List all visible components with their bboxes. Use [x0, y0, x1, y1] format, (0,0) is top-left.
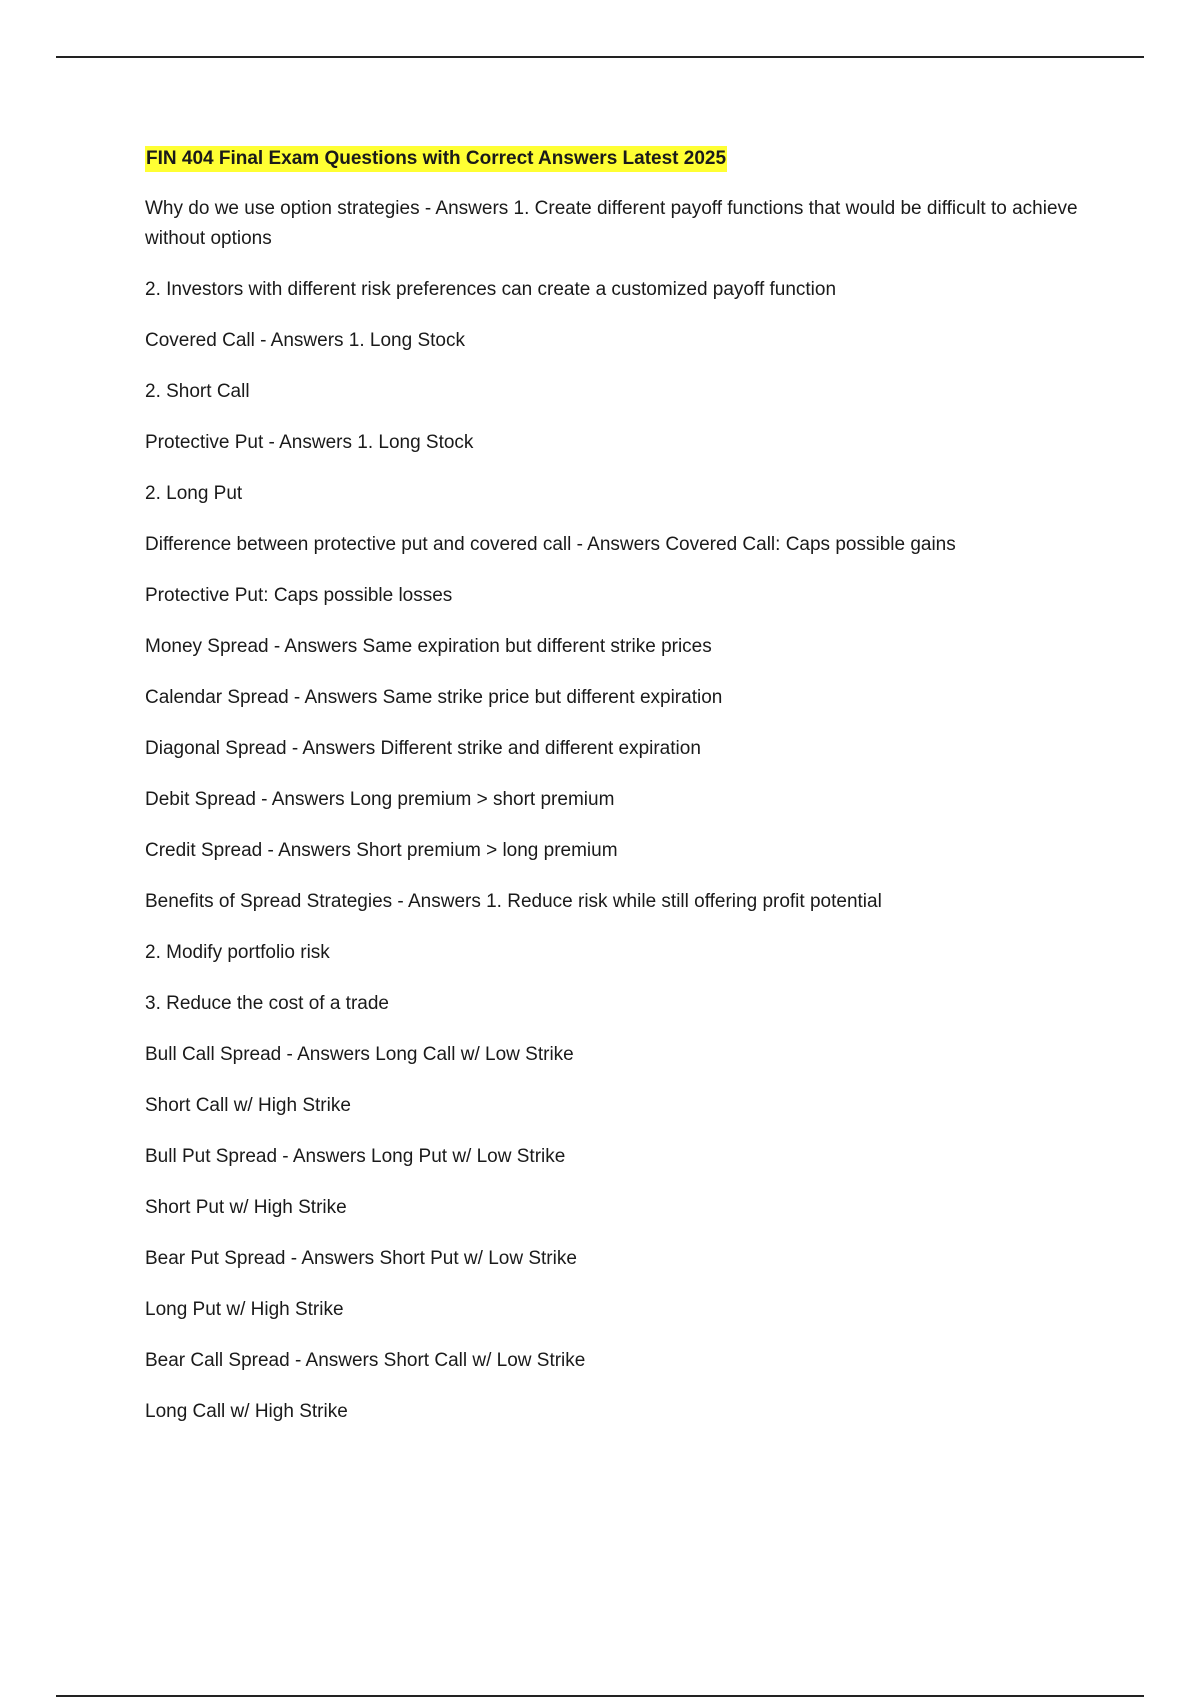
footer-rule [56, 1695, 1144, 1697]
qa-line: Calendar Spread - Answers Same strike price but different expiration [145, 687, 723, 708]
qa-line: Debit Spread - Answers Long premium > short premium [145, 789, 615, 810]
qa-line: Bull Put Spread - Answers Long Put w/ Low Strike [145, 1146, 566, 1167]
qa-line: 3. Reduce the cost of a trade [145, 993, 389, 1014]
qa-line: Bear Put Spread - Answers Short Put w/ Low Strike [145, 1248, 577, 1269]
qa-line: Short Put w/ High Strike [145, 1197, 347, 1218]
qa-line: Diagonal Spread - Answers Different strike and different expiration [145, 738, 701, 759]
qa-line: 2. Investors with different risk preferences can create a customized payoff function [145, 279, 837, 300]
qa-line: 2. Long Put [145, 483, 243, 504]
qa-line: Credit Spread - Answers Short premium > long premium [145, 840, 618, 861]
qa-line: 2. Modify portfolio risk [145, 942, 330, 963]
qa-line: Covered Call - Answers 1. Long Stock [145, 330, 465, 351]
header-rule [56, 56, 1144, 58]
document-title: FIN 404 Final Exam Questions with Correct Answers Latest 2025 [145, 146, 727, 172]
qa-list [145, 194, 1095, 1427]
qa-line: 2. Short Call [145, 381, 250, 402]
qa-line: Difference between protective put and covered call - Answers Covered Call: Caps possible gains [145, 534, 956, 555]
document-body [145, 146, 1095, 1448]
qa-line: Benefits of Spread Strategies - Answers 1. Reduce risk while still offering profit potential [145, 891, 882, 912]
qa-line: Money Spread - Answers Same expiration but different strike prices [145, 636, 712, 657]
qa-line: Long Put w/ High Strike [145, 1299, 344, 1320]
qa-line: Protective Put: Caps possible losses [145, 585, 453, 606]
qa-line: Bull Call Spread - Answers Long Call w/ Low Strike [145, 1044, 574, 1065]
qa-line: Protective Put - Answers 1. Long Stock [145, 432, 474, 453]
qa-line: Bear Call Spread - Answers Short Call w/ Low Strike [145, 1350, 586, 1371]
qa-line: Short Call w/ High Strike [145, 1095, 351, 1116]
qa-line: Long Call w/ High Strike [145, 1401, 348, 1422]
qa-line: Why do we use option strategies - Answers 1. Create different payoff functions that would be difficult to achieve without options [145, 198, 1078, 249]
